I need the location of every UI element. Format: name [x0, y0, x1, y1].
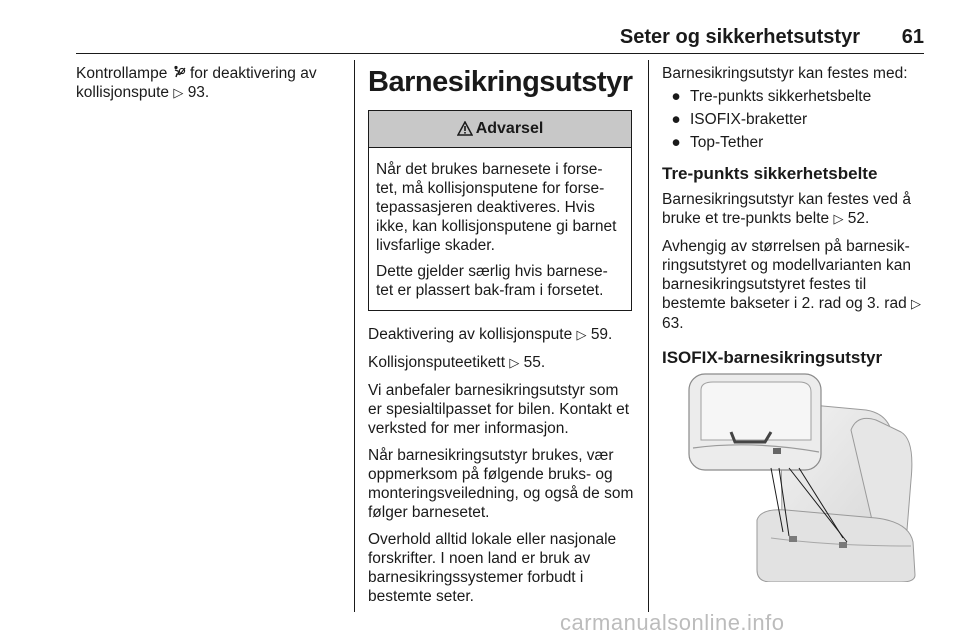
attachment-list — [662, 87, 928, 152]
intro-paragraph: Barnesikringsutstyr kan festes med: — [662, 65, 908, 82]
xref-icon: ▷ — [911, 297, 922, 312]
page-header-title: Seter og sikkerhetsutstyr — [619, 26, 860, 48]
list-item: ● ISOFIX-braketter — [662, 110, 928, 129]
body-paragraph: Vi anbefaler barnesikringsutstyr som er spesialtilpasset for bilen. Kontakt et verksted for mer informasjon. — [368, 382, 630, 437]
xref-paragraph: Kollisjonsputeetikett ▷ 55. — [368, 354, 546, 371]
warning-label: Advarsel — [475, 120, 544, 137]
warning-triangle-icon — [457, 119, 473, 139]
warning-box — [368, 110, 632, 311]
xref-icon: ▷ — [173, 86, 184, 101]
isofix-seat-illustration — [661, 370, 925, 582]
subsection-title: ISOFIX-barnesikringsutstyr — [662, 348, 883, 367]
xref-link-55[interactable]: 55. — [523, 354, 546, 371]
xref-paragraph: Barnesikringsutstyr kan festes ved å bruke et tre-punkts belte ▷ 52. — [662, 191, 911, 227]
column-right — [662, 64, 928, 374]
list-item: ● Tre-punkts sikkerhetsbelte — [662, 87, 928, 106]
xref-icon: ▷ — [509, 356, 520, 371]
header-rule — [76, 53, 924, 54]
column-divider — [354, 60, 355, 612]
xref-icon: ▷ — [576, 328, 587, 343]
column-left — [76, 64, 344, 111]
subsection-title: Tre-punkts sikkerhetsbelte — [662, 164, 878, 183]
list-item: ● Top-Tether — [662, 133, 928, 152]
warning-body — [369, 148, 631, 310]
body-paragraph: Når barnesikringsutstyr brukes, vær oppmerksom på følgende bruks- og monteringsveiledning, og også de som følger barnesetet. — [368, 447, 634, 521]
warning-paragraph: Dette gjelder særlig hvis barnese-tet er plassert bak-fram i forsetet. — [376, 263, 608, 299]
body-paragraph: Overhold alltid lokale eller nasjonale forskrifter. I noen land er bruk av barnesikringssystemer forbudt i bestemte seter. — [368, 531, 617, 605]
bullet-icon: ● — [671, 111, 681, 128]
page-number: 61 — [901, 26, 924, 48]
bullet-icon: ● — [671, 88, 681, 105]
watermark: carmanualsonline.info — [560, 610, 785, 635]
warning-header — [369, 111, 631, 148]
airbag-lamp-paragraph: Kontrollampe for deaktivering av kollisjonspute ▷ 93. — [76, 65, 317, 101]
xref-icon: ▷ — [833, 212, 844, 227]
xref-paragraph: Deaktivering av kollisjonspute ▷ 59. — [368, 326, 613, 343]
bullet-icon: ● — [671, 134, 681, 151]
xref-link-63[interactable]: 63. — [662, 315, 684, 332]
xref-link-93[interactable]: 93. — [187, 84, 210, 101]
xref-link-59[interactable]: 59. — [590, 326, 613, 343]
column-divider — [648, 60, 649, 612]
airbag-off-lamp-icon — [172, 65, 190, 82]
xref-link-52[interactable]: 52. — [847, 210, 870, 227]
section-title: Barnesikringsutstyr — [368, 66, 633, 98]
column-middle — [368, 64, 634, 614]
xref-paragraph: Avhengig av størrelsen på barnesik-ringsutstyret og modellvarianten kan barnesikringsutstyret festes til bestemte bakseter i 2. rad og 3. rad ▷ 63. — [662, 238, 922, 332]
warning-paragraph: Når det brukes barnesete i forse-tet, må kollisjonsputene for forse-tepassasjeren deaktiveres. Hvis ikke, kan kollisjonsputene gi barnet livsfarlige skader. — [376, 161, 617, 254]
